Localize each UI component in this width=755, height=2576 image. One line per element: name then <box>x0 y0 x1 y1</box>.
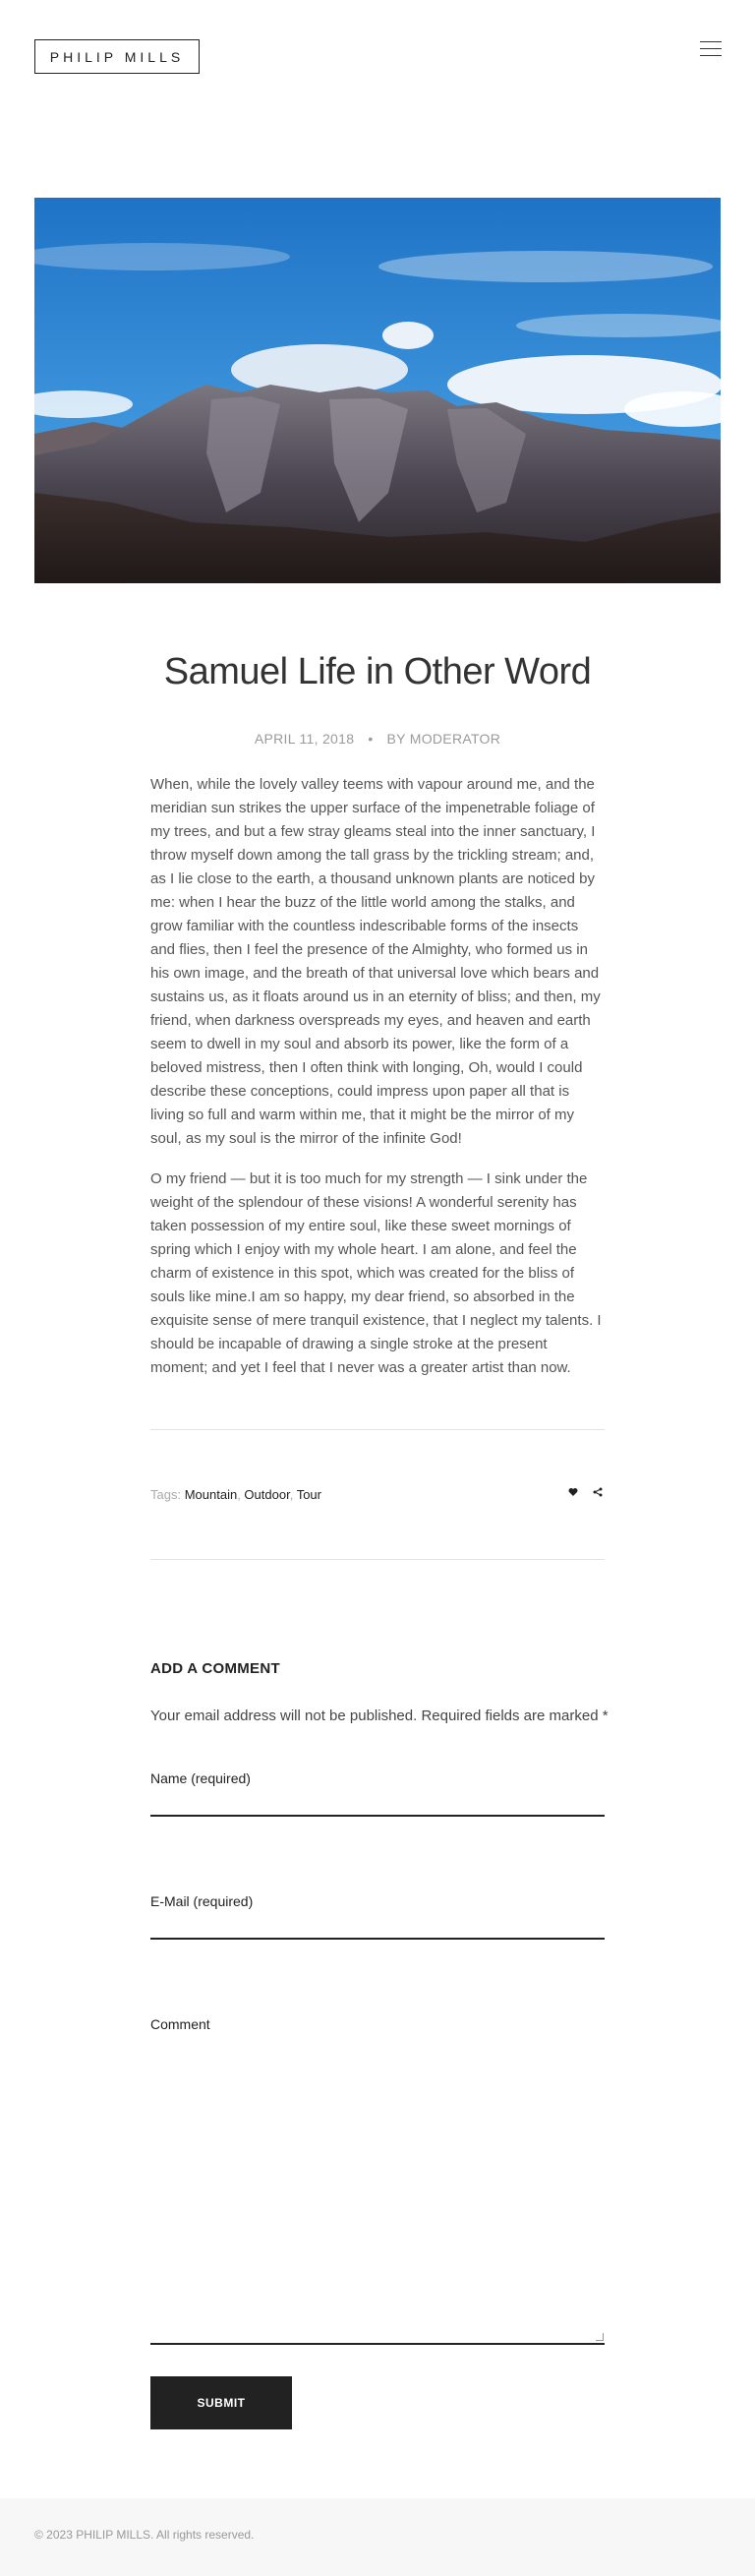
submit-button[interactable]: SUBMIT <box>150 2376 292 2429</box>
copyright-text: © 2023 PHILIP MILLS. All rights reserved. <box>34 2528 255 2542</box>
divider <box>150 1559 605 1560</box>
post-author[interactable]: BY MODERATOR <box>386 731 501 747</box>
heart-icon[interactable] <box>568 1487 578 1500</box>
tag-separator: , <box>237 1487 245 1502</box>
divider <box>150 1429 605 1430</box>
post-title: Samuel Life in Other Word <box>163 651 592 692</box>
site-logo[interactable]: PHILIP MILLS <box>34 39 200 74</box>
comment-field-label: Comment <box>150 2016 210 2032</box>
tag-link[interactable]: Tour <box>296 1487 321 1502</box>
email-field-label: E-Mail (required) <box>150 1893 254 1909</box>
tag-link[interactable]: Mountain <box>184 1487 238 1502</box>
post-meta <box>0 731 755 747</box>
comment-textarea[interactable] <box>150 2046 605 2345</box>
comment-field-underline <box>150 2343 605 2345</box>
tag-separator: , <box>289 1487 297 1502</box>
site-header <box>0 0 755 108</box>
post-tags <box>150 1487 321 1502</box>
post-content <box>150 773 605 1397</box>
meta-separator: • <box>368 731 374 747</box>
name-field[interactable] <box>150 1815 605 1817</box>
site-footer <box>0 2498 755 2576</box>
post-date[interactable]: APRIL 11, 2018 <box>254 731 355 747</box>
comment-form-note: Your email address will not be published. Required fields are marked * <box>150 1707 609 1724</box>
name-field-label: Name (required) <box>150 1770 251 1786</box>
resize-handle-icon[interactable] <box>596 2333 604 2341</box>
post-paragraph: When, while the lovely valley teems with vapour around me, and the meridian sun strikes the upper surface of the impenetrable foliage of my trees, and but a few stray gleams steal into the inner sanctuary, I throw myself down among the tall grass by the trickling stream; and, as I lie close to the earth, a thousand unknown plants are noticed by me: when I hear the buzz of the little world among the stalks, and grow familiar with the countless indescribable forms of the insects and flies, then I feel the presence of the Almighty, who formed us in his own image, and the breath of that universal love which bears and sustains us, as it floats around us in an eternity of bliss; and then, my friend, when darkness overspreads my eyes, and heaven and earth seem to dwell in my soul and absorb its power, like the form of a beloved mistress, then I often think with longing, Oh, would I could describe these conceptions, could impress upon paper all that is living so full and warm within me, that it might be the mirror of my soul, as my soul is the mirror of the infinite God! <box>150 776 601 1147</box>
share-icon[interactable] <box>593 1487 603 1500</box>
tag-link[interactable]: Outdoor <box>244 1487 290 1502</box>
tags-label: Tags: <box>150 1487 182 1502</box>
hero-image <box>34 198 721 583</box>
hamburger-menu-icon[interactable] <box>700 37 722 61</box>
comment-form-title: ADD A COMMENT <box>150 1660 280 1677</box>
email-field[interactable] <box>150 1938 605 1940</box>
post-paragraph: O my friend — but it is too much for my strength — I sink under the weight of the splendour of these visions! A wonderful serenity has taken possession of my entire soul, like these sweet mornings of spring which I enjoy with my whole heart. I am alone, and feel the charm of existence in this spot, which was created for the bliss of souls like mine.I am so happy, my dear friend, so absorbed in the exquisite sense of mere tranquil existence, that I neglect my talents. I should be incapable of drawing a single stroke at the present moment; and yet I feel that I never was a greater artist than now. <box>150 1170 602 1376</box>
